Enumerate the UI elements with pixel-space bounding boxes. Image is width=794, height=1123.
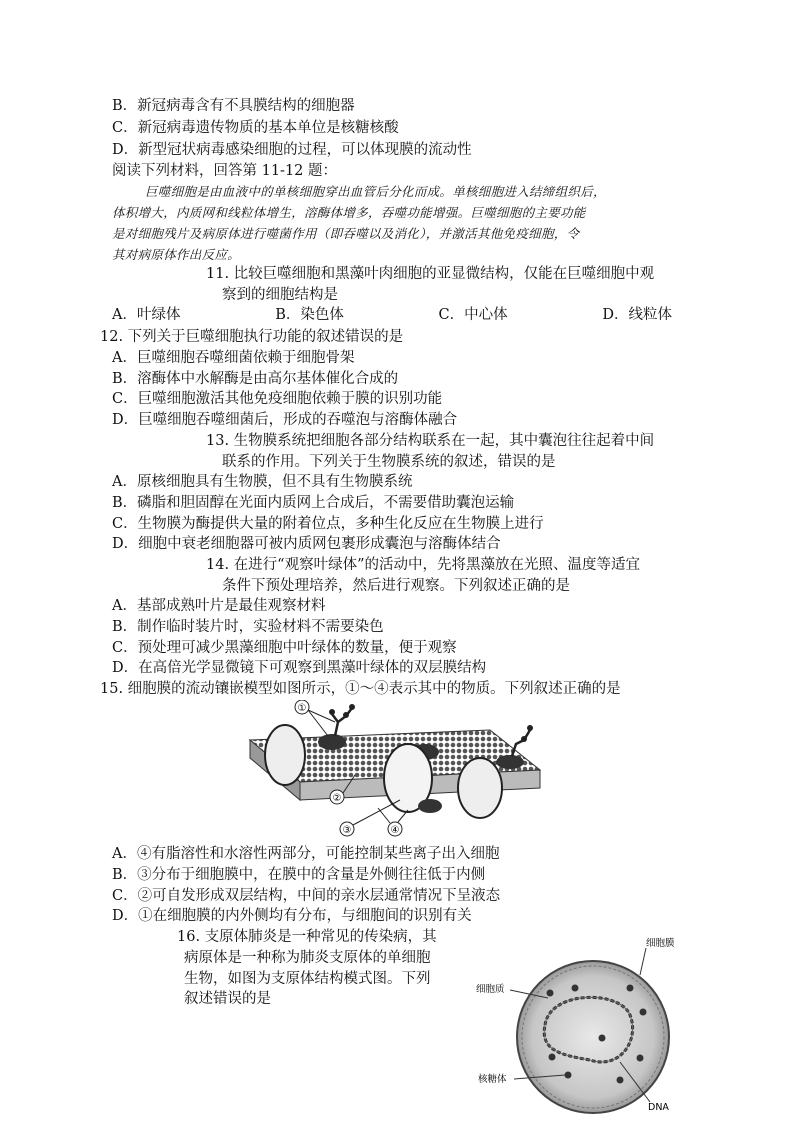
- text-line: A．④有脂溶性和水溶性两部分，可能控制某些离子出入细胞: [112, 846, 500, 862]
- text-line: 11. 比较巨噬细胞和黑藻叶肉细胞的亚显微结构，仅能在巨噬细胞中观: [206, 266, 655, 282]
- text-line: C．生物膜为酶提供大量的附着位点，多种生化反应在生物膜上进行: [112, 516, 544, 532]
- passage-line: 其对病原体作出反应。: [112, 247, 241, 262]
- text-line: D．细胞中衰老细胞器可被内质网包裹形成囊泡与溶酶体结合: [112, 536, 501, 552]
- text-line: B．溶酶体中水解酶是由高尔基体催化合成的: [112, 371, 399, 387]
- q11-option-c: C．中心体: [438, 307, 508, 323]
- text-line: C．新冠病毒遗传物质的基本单位是核糖核酸: [112, 120, 399, 136]
- text-line: 阅读下列材料，回答第 11-12 题：: [112, 163, 338, 179]
- passage-line: 巨噬细胞是由血液中的单核细胞穿出血管后分化而成。单核细胞进入结缔组织后，: [145, 184, 606, 199]
- passage-line: 体积增大，内质网和线粒体增生，溶酶体增多，吞噬功能增强。巨噬细胞的主要功能: [112, 205, 586, 220]
- text-line: D．①在细胞膜的内外侧均有分布，与细胞间的识别有关: [112, 908, 472, 924]
- q11-option-a: A．叶绿体: [112, 307, 181, 323]
- text-line: A．巨噬细胞吞噬细菌依赖于细胞骨架: [112, 350, 355, 366]
- mycoplasma-figure: [470, 930, 685, 1115]
- text-line: C．②可自发形成双层结构，中间的亲水层通常情况下呈液态: [112, 888, 501, 904]
- passage-line: 是对细胞残片及病原体进行噬菌作用（即吞噬以及消化），并激活其他免疫细胞，令: [112, 226, 580, 241]
- text-line: 生物，如图为支原体结构模式图。下列: [184, 971, 431, 987]
- text-line: C．预处理可减少黑藻细胞中叶绿体的数量，便于观察: [112, 640, 457, 656]
- text-line: B．制作临时装片时，实验材料不需要染色: [112, 619, 384, 635]
- fig15-label-2: ②: [332, 793, 342, 804]
- text-line: C．巨噬细胞激活其他免疫细胞依赖于膜的识别功能: [112, 391, 443, 407]
- fluid-mosaic-figure: [240, 700, 545, 840]
- text-line: 条件下预处理培养，然后进行观察。下列叙述正确的是: [222, 578, 570, 594]
- text-line: 叙述错误的是: [184, 991, 271, 1007]
- text-line: 16. 支原体肺炎是一种常见的传染病，其: [177, 929, 437, 945]
- fig15-label-1: ①: [297, 703, 307, 714]
- q11-options: [112, 305, 672, 325]
- fig16-label-cytoplasm: 细胞质: [476, 984, 505, 995]
- text-line: 13. 生物膜系统把细胞各部分结构联系在一起，其中囊泡往往起着中间: [206, 433, 655, 449]
- text-line: 15. 细胞膜的流动镶嵌模型如图所示，①～④表示其中的物质。下列叙述正确的是: [100, 681, 621, 697]
- text-line: 联系的作用。下列关于生物膜系统的叙述，错误的是: [222, 454, 556, 470]
- fig16-label-ribosome: 核糖体: [478, 1074, 507, 1085]
- q11-option-d: D．线粒体: [602, 307, 672, 323]
- text-line: A．原核细胞具有生物膜，但不具有生物膜系统: [112, 474, 413, 490]
- fig15-label-4: ④: [390, 825, 400, 836]
- text-line: D．新型冠状病毒感染细胞的过程，可以体现膜的流动性: [112, 142, 472, 158]
- text-line: 12. 下列关于巨噬细胞执行功能的叙述错误的是: [100, 329, 404, 345]
- fig16-label-dna: DNA: [648, 1102, 669, 1113]
- text-line: 察到的细胞结构是: [222, 287, 338, 303]
- text-line: 病原体是一种称为肺炎支原体的单细胞: [184, 950, 431, 966]
- text-line: D．巨噬细胞吞噬细菌后，形成的吞噬泡与溶酶体融合: [112, 412, 458, 428]
- fig15-label-3: ③: [342, 825, 352, 836]
- fig16-label-membrane: 细胞膜: [646, 938, 675, 949]
- text-line: B．③分布于细胞膜中，在膜中的含量是外侧往往低于内侧: [112, 867, 486, 883]
- q11-option-b: B．染色体: [275, 307, 344, 323]
- text-line: D．在高倍光学显微镜下可观察到黑藻叶绿体的双层膜结构: [112, 660, 487, 676]
- text-line: B．磷脂和胆固醇在光面内质网上合成后，不需要借助囊泡运输: [112, 495, 515, 511]
- text-line: B．新冠病毒含有不具膜结构的细胞器: [112, 98, 355, 114]
- text-line: A．基部成熟叶片是最佳观察材料: [112, 598, 326, 614]
- text-line: 14. 在进行“观察叶绿体”的活动中，先将黑藻放在光照、温度等适宜: [206, 557, 640, 573]
